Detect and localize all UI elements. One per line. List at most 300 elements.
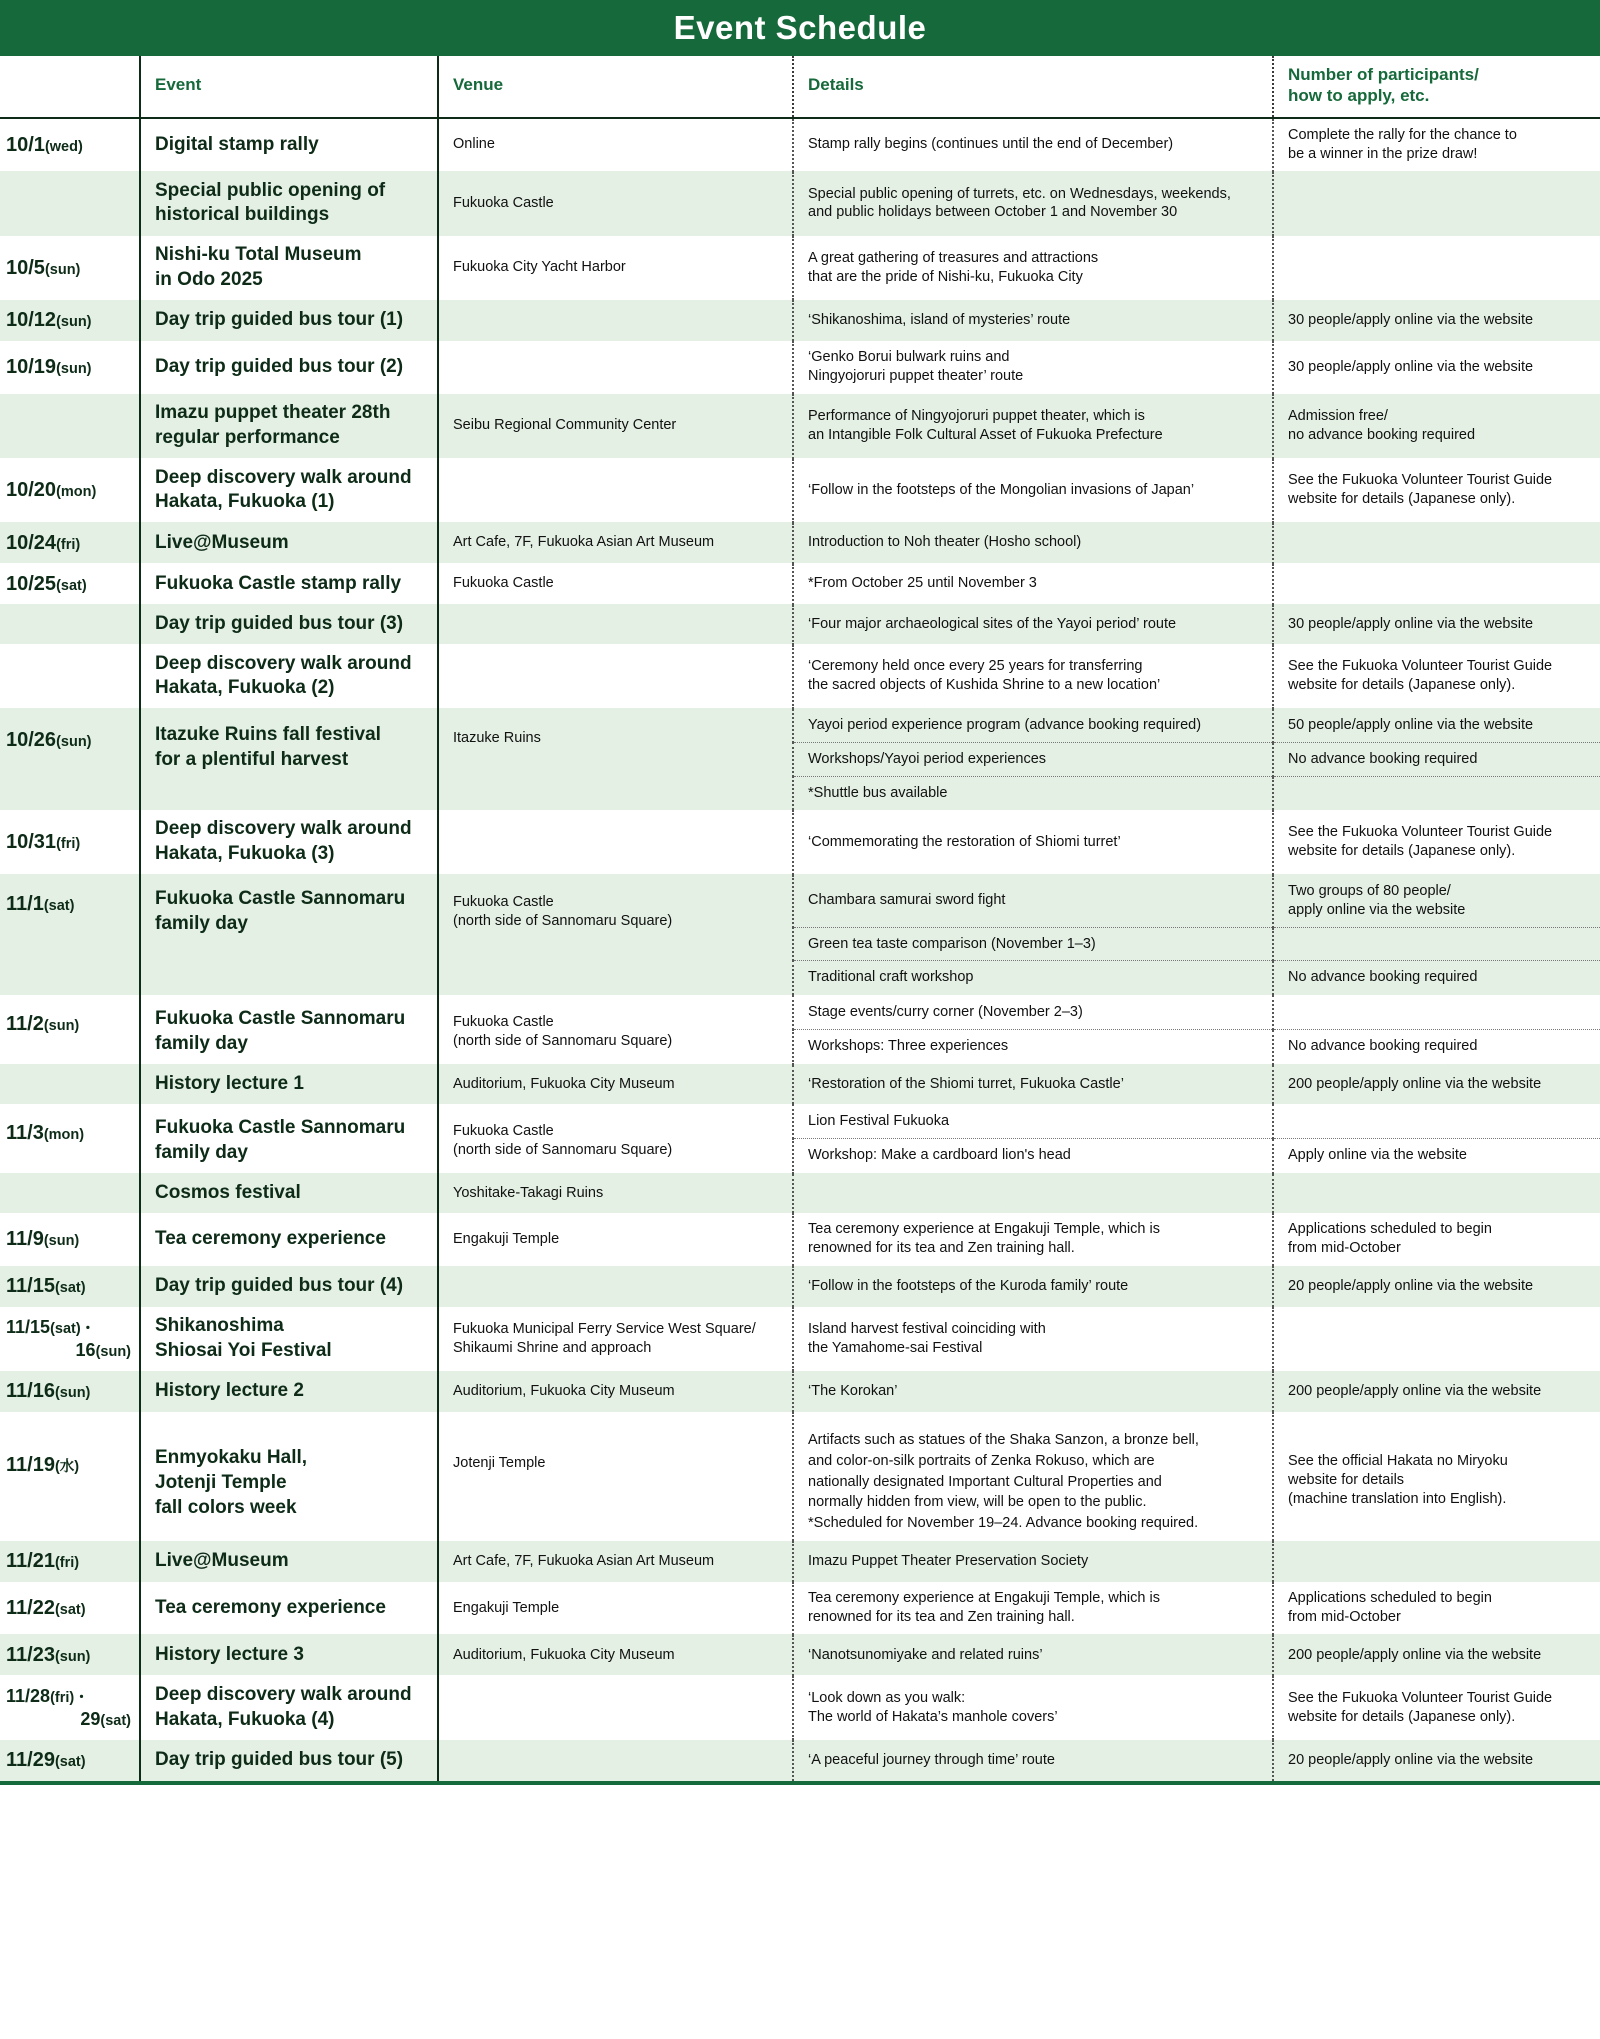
- date-value: 11/23: [6, 1643, 55, 1666]
- table-row: [0, 995, 1600, 1030]
- date-dow: (水): [54, 1459, 80, 1476]
- cell-event: [140, 874, 438, 994]
- event-line2: Shiosai Yoi Festival: [155, 1339, 332, 1361]
- cell-venue: Auditorium, Fukuoka City Museum: [438, 1064, 793, 1104]
- cell-venue: [438, 1740, 793, 1781]
- cell-apply: No advance booking required: [1273, 742, 1600, 776]
- table-row: [0, 1412, 1600, 1541]
- cell-details: [793, 394, 1273, 458]
- details-line1: Special public opening of turrets, etc. on Wednesdays, weekends,: [808, 185, 1231, 202]
- apply-line2: website for details (Japanese only).: [1288, 843, 1516, 860]
- cell-details: Traditional craft workshop: [793, 961, 1273, 995]
- cell-event: [140, 1104, 438, 1173]
- header-row: [0, 56, 1600, 118]
- cell-venue: Fukuoka Castle: [438, 563, 793, 604]
- cell-date: [0, 708, 140, 810]
- details-line4: normally hidden from view, will be open to the public.: [808, 1494, 1147, 1511]
- cell-apply: [1273, 644, 1600, 708]
- table-row: [0, 236, 1600, 300]
- cell-details: *From October 25 until November 3: [793, 563, 1273, 604]
- cell-details: [793, 1213, 1273, 1266]
- cell-date: [0, 236, 140, 300]
- cell-event: [140, 458, 438, 522]
- venue-line2: (north side of Sannomaru Square): [453, 1142, 673, 1159]
- details-line2: The world of Hakata’s manhole covers’: [808, 1708, 1058, 1725]
- details-line1: A great gathering of treasures and attractions: [808, 249, 1099, 266]
- cell-venue: Itazuke Ruins: [438, 708, 793, 810]
- date-dow: (sun): [56, 733, 92, 750]
- cell-event: [140, 394, 438, 458]
- cell-venue: [438, 341, 793, 394]
- cell-venue: [438, 995, 793, 1064]
- column-header-apply: [1273, 56, 1600, 118]
- cell-date: [0, 1371, 140, 1412]
- cell-event: Digital stamp rally: [140, 118, 438, 171]
- cell-venue: Auditorium, Fukuoka City Museum: [438, 1634, 793, 1675]
- cell-details: [793, 171, 1273, 235]
- details-line1: Performance of Ningyojoruri puppet theater, which is: [808, 407, 1145, 424]
- bottom-rule: [0, 1781, 1600, 1785]
- cell-date: [0, 1740, 140, 1781]
- event-line2: regular performance: [155, 426, 340, 448]
- date-value: 10/24: [6, 531, 57, 554]
- date-dow: (sun): [56, 314, 92, 331]
- details-line2: renowned for its tea and Zen training hall.: [808, 1240, 1075, 1257]
- cell-apply: No advance booking required: [1273, 1029, 1600, 1064]
- apply-line1: Two groups of 80 people/: [1288, 882, 1451, 899]
- cell-apply: 200 people/apply online via the website: [1273, 1371, 1600, 1412]
- date-dow: (fri): [56, 536, 81, 553]
- date-dow: (sun): [43, 1018, 80, 1035]
- cell-date: [0, 810, 140, 874]
- details-line1: Artifacts such as statues of the Shaka Sanzon, a bronze bell,: [808, 1432, 1199, 1449]
- cell-apply: Apply online via the website: [1273, 1138, 1600, 1173]
- apply-line2: apply online via the website: [1288, 901, 1466, 918]
- date-dow: (mon): [43, 1127, 85, 1144]
- column-header-event: Event: [140, 56, 438, 118]
- cell-venue: [438, 458, 793, 522]
- table-row: [0, 458, 1600, 522]
- cell-venue: Seibu Regional Community Center: [438, 394, 793, 458]
- details-line2: an Intangible Folk Cultural Asset of Fukuoka Prefecture: [808, 426, 1163, 443]
- date-value-2: 29: [80, 1708, 101, 1729]
- event-line3: fall colors week: [155, 1496, 297, 1518]
- cell-date: [0, 1213, 140, 1266]
- venue-line2: (north side of Sannomaru Square): [453, 1033, 673, 1050]
- cell-apply: [1273, 810, 1600, 874]
- cell-apply: [1273, 118, 1600, 171]
- date-value: 10/26: [6, 728, 57, 751]
- date-dow: (sat): [54, 1602, 86, 1619]
- cell-details: ‘Restoration of the Shiomi turret, Fukuoka Castle’: [793, 1064, 1273, 1104]
- cell-venue: Fukuoka Castle: [438, 171, 793, 235]
- table-row: [0, 118, 1600, 171]
- cell-apply: [1273, 1173, 1600, 1213]
- cell-apply: [1273, 236, 1600, 300]
- cell-event: Live@Museum: [140, 522, 438, 563]
- date-value: 11/29: [6, 1749, 55, 1772]
- date-value: 11/15: [6, 1317, 51, 1338]
- cell-apply: [1273, 522, 1600, 563]
- apply-line2: website for details: [1288, 1472, 1405, 1489]
- cell-details: Workshop: Make a cardboard lion's head: [793, 1138, 1273, 1173]
- cell-date: [0, 644, 140, 708]
- apply-line1: See the Fukuoka Volunteer Tourist Guide: [1288, 472, 1553, 489]
- cell-event: Cosmos festival: [140, 1173, 438, 1213]
- cell-apply: No advance booking required: [1273, 961, 1600, 995]
- details-line2: and public holidays between October 1 and November 30: [808, 204, 1178, 221]
- event-line1: Deep discovery walk around: [155, 1683, 412, 1705]
- date-dow: (fri): [56, 836, 81, 853]
- details-line1: Island harvest festival coinciding with: [808, 1320, 1046, 1337]
- event-line1: Imazu puppet theater 28th: [155, 402, 391, 424]
- cell-venue: [438, 874, 793, 994]
- cell-venue: [438, 1675, 793, 1739]
- cell-date: [0, 1104, 140, 1173]
- apply-line1: Applications scheduled to begin: [1288, 1221, 1492, 1238]
- table-row: [0, 1582, 1600, 1635]
- cell-event: [140, 171, 438, 235]
- table-body: [0, 118, 1600, 1781]
- date-dow: (sun): [54, 1385, 91, 1402]
- cell-venue: [438, 604, 793, 644]
- table-row: [0, 1307, 1600, 1371]
- cell-details: ‘Shikanoshima, island of mysteries’ route: [793, 300, 1273, 341]
- table-row: [0, 300, 1600, 341]
- cell-details: Workshops/Yayoi period experiences: [793, 742, 1273, 776]
- table-row: [0, 341, 1600, 394]
- column-header-venue: Venue: [438, 56, 793, 118]
- date-value: 11/21: [6, 1550, 55, 1573]
- cell-details: Imazu Puppet Theater Preservation Society: [793, 1541, 1273, 1582]
- cell-details: [793, 118, 1273, 171]
- cell-event: Fukuoka Castle stamp rally: [140, 563, 438, 604]
- details-line3: nationally designated Important Cultural Properties and: [808, 1473, 1162, 1490]
- cell-venue: [438, 644, 793, 708]
- apply-line1: Admission free/: [1288, 407, 1388, 424]
- apply-line1: See the Fukuoka Volunteer Tourist Guide: [1288, 1689, 1553, 1706]
- cell-venue: Yoshitake-Takagi Ruins: [438, 1173, 793, 1213]
- cell-apply: [1273, 1582, 1600, 1635]
- date-value: 10/19: [6, 356, 57, 379]
- cell-apply: [1273, 563, 1600, 604]
- details-line1: Tea ceremony experience at Engakuji Temple, which is: [808, 1590, 1160, 1607]
- date-dow-2: (sun): [95, 1343, 131, 1360]
- event-line2: Hakata, Fukuoka (2): [155, 677, 335, 699]
- cell-venue: Engakuji Temple: [438, 1582, 793, 1635]
- cell-details: [793, 644, 1273, 708]
- table-row: [0, 810, 1600, 874]
- cell-details: [793, 1173, 1273, 1213]
- cell-date: [0, 522, 140, 563]
- cell-event: Day trip guided bus tour (5): [140, 1740, 438, 1781]
- cell-venue: Auditorium, Fukuoka City Museum: [438, 1371, 793, 1412]
- cell-apply: [1273, 1675, 1600, 1739]
- apply-line2: website for details (Japanese only).: [1288, 1708, 1516, 1725]
- date-dow-2: (sat): [100, 1712, 131, 1729]
- cell-date: [0, 604, 140, 644]
- cell-date: [0, 1307, 140, 1371]
- apply-header-line1: Number of participants/: [1288, 65, 1479, 85]
- cell-details: Workshops: Three experiences: [793, 1029, 1273, 1064]
- cell-date: [0, 171, 140, 235]
- date-value: 11/3: [6, 1122, 44, 1145]
- details-line1: ‘Genko Borui bulwark ruins and: [808, 349, 1010, 366]
- cell-details: *Shuttle bus available: [793, 776, 1273, 810]
- cell-venue: Online: [438, 118, 793, 171]
- cell-apply: [1273, 776, 1600, 810]
- cell-date: [0, 1582, 140, 1635]
- cell-details: [793, 1307, 1273, 1371]
- date-value: 11/15: [6, 1275, 55, 1298]
- date-value: 11/1: [6, 892, 44, 915]
- cell-details: ‘Commemorating the restoration of Shiomi turret’: [793, 810, 1273, 874]
- cell-venue: [438, 1307, 793, 1371]
- cell-event: [140, 810, 438, 874]
- event-line1: Deep discovery walk around: [155, 652, 412, 674]
- event-line2: historical buildings: [155, 204, 330, 226]
- event-line2: Jotenji Temple: [155, 1472, 287, 1494]
- cell-apply: 20 people/apply online via the website: [1273, 1266, 1600, 1307]
- cell-details: [793, 1582, 1273, 1635]
- cell-venue: Fukuoka City Yacht Harbor: [438, 236, 793, 300]
- cell-details: Introduction to Noh theater (Hosho school): [793, 522, 1273, 563]
- cell-apply: 30 people/apply online via the website: [1273, 341, 1600, 394]
- cell-venue: [438, 1266, 793, 1307]
- date-dow: (wed): [44, 138, 83, 155]
- date-dow: (sun): [56, 361, 92, 378]
- cell-date: [0, 1675, 140, 1739]
- table-row: [0, 1064, 1600, 1104]
- event-line2: for a plentiful harvest: [155, 748, 349, 770]
- cell-venue: Art Cafe, 7F, Fukuoka Asian Art Museum: [438, 522, 793, 563]
- apply-line1: See the Fukuoka Volunteer Tourist Guide: [1288, 824, 1553, 841]
- cell-apply: 20 people/apply online via the website: [1273, 1740, 1600, 1781]
- apply-line1: Applications scheduled to begin: [1288, 1590, 1492, 1607]
- cell-venue: Engakuji Temple: [438, 1213, 793, 1266]
- cell-apply: 200 people/apply online via the website: [1273, 1634, 1600, 1675]
- apply-header-line2: how to apply, etc.: [1288, 85, 1430, 105]
- details-line2: and color-on-silk portraits of Zenka Rokuso, which are: [808, 1452, 1155, 1469]
- date-value: 11/19: [6, 1454, 55, 1477]
- cell-apply: [1273, 995, 1600, 1030]
- date-value: 10/31: [6, 831, 57, 854]
- cell-event: Tea ceremony experience: [140, 1213, 438, 1266]
- cell-venue: [438, 1104, 793, 1173]
- date-dow: (sat): [54, 1754, 86, 1771]
- cell-event: History lecture 1: [140, 1064, 438, 1104]
- cell-details: Lion Festival Fukuoka: [793, 1104, 1273, 1139]
- table-row: [0, 1675, 1600, 1739]
- event-line1: Fukuoka Castle Sannomaru: [155, 1117, 406, 1139]
- date-dow: (mon): [56, 484, 97, 501]
- details-line1: ‘Look down as you walk:: [808, 1689, 966, 1706]
- cell-details: ‘Four major archaeological sites of the Yayoi period’ route: [793, 604, 1273, 644]
- cell-venue: Jotenji Temple: [438, 1412, 793, 1541]
- apply-line2: no advance booking required: [1288, 426, 1476, 443]
- apply-line1: See the Fukuoka Volunteer Tourist Guide: [1288, 658, 1553, 675]
- date-value: 10/20: [6, 479, 57, 502]
- cell-apply: 50 people/apply online via the website: [1273, 708, 1600, 742]
- cell-event: [140, 708, 438, 810]
- cell-details: Stage events/curry corner (November 2–3): [793, 995, 1273, 1030]
- details-line5: *Scheduled for November 19–24. Advance booking required.: [808, 1514, 1199, 1531]
- table-row: [0, 563, 1600, 604]
- cell-details: ‘The Korokan’: [793, 1371, 1273, 1412]
- cell-apply: 30 people/apply online via the website: [1273, 300, 1600, 341]
- cell-apply: [1273, 927, 1600, 961]
- page-title: Event Schedule: [673, 9, 927, 46]
- table-row: [0, 874, 1600, 927]
- cell-event: [140, 1307, 438, 1371]
- date-value: 11/2: [6, 1013, 44, 1036]
- cell-date: [0, 1541, 140, 1582]
- venue-line1: Fukuoka Castle: [453, 1014, 554, 1031]
- details-line2: Ningyojoruri puppet theater’ route: [808, 368, 1024, 385]
- cell-date: [0, 118, 140, 171]
- cell-details: [793, 236, 1273, 300]
- date-value: 10/1: [6, 133, 45, 156]
- table-row: [0, 1173, 1600, 1213]
- cell-event: Live@Museum: [140, 1541, 438, 1582]
- apply-line2: website for details (Japanese only).: [1288, 491, 1516, 508]
- apply-line2: website for details (Japanese only).: [1288, 677, 1516, 694]
- cell-event: [140, 995, 438, 1064]
- details-line1: ‘Ceremony held once every 25 years for transferring: [808, 658, 1143, 675]
- apply-line2: from mid-October: [1288, 1240, 1401, 1257]
- details-line1: Tea ceremony experience at Engakuji Temple, which is: [808, 1221, 1160, 1238]
- date-value: 11/22: [6, 1597, 55, 1620]
- date-value: 10/12: [6, 309, 57, 332]
- venue-line1: Fukuoka Municipal Ferry Service West Square/: [453, 1320, 756, 1337]
- apply-line3: (machine translation into English).: [1288, 1491, 1507, 1508]
- cell-details: [793, 341, 1273, 394]
- cell-date: [0, 1412, 140, 1541]
- cell-apply: [1273, 1412, 1600, 1541]
- table-header: [0, 56, 1600, 118]
- date-value: 11/16: [6, 1380, 55, 1403]
- table-row: [0, 1104, 1600, 1139]
- venue-line1: Fukuoka Castle: [453, 893, 554, 910]
- cell-event: Tea ceremony experience: [140, 1582, 438, 1635]
- event-line2: family day: [155, 1032, 248, 1054]
- cell-date: [0, 300, 140, 341]
- date-dow: (sat)・: [50, 1321, 96, 1338]
- event-line2: family day: [155, 912, 248, 934]
- cell-apply: [1273, 1213, 1600, 1266]
- cell-apply: 200 people/apply online via the website: [1273, 1064, 1600, 1104]
- table-row: [0, 1371, 1600, 1412]
- details-line2: renowned for its tea and Zen training hall.: [808, 1609, 1075, 1626]
- table-row: [0, 604, 1600, 644]
- cell-apply: [1273, 874, 1600, 927]
- cell-details: [793, 1412, 1273, 1541]
- schedule-table: [0, 56, 1600, 1781]
- date-dow: (sat): [54, 1280, 86, 1297]
- event-line1: Deep discovery walk around: [155, 818, 412, 840]
- cell-apply: [1273, 1307, 1600, 1371]
- cell-venue: Art Cafe, 7F, Fukuoka Asian Art Museum: [438, 1541, 793, 1582]
- cell-venue: [438, 300, 793, 341]
- date-dow: (sun): [44, 261, 81, 278]
- table-row: [0, 1634, 1600, 1675]
- event-line2: Hakata, Fukuoka (1): [155, 491, 335, 513]
- apply-line2: from mid-October: [1288, 1609, 1401, 1626]
- cell-details: Chambara samurai sword fight: [793, 874, 1273, 927]
- details-line1: Stamp rally begins (continues until the end of December): [808, 136, 1174, 153]
- cell-details: ‘A peaceful journey through time’ route: [793, 1740, 1273, 1781]
- cell-apply: [1273, 171, 1600, 235]
- date-value: 10/25: [6, 572, 57, 595]
- event-line1: Special public opening of: [155, 179, 386, 201]
- date-value-2: 16: [75, 1339, 96, 1360]
- event-line2: in Odo 2025: [155, 268, 263, 290]
- event-line1: Deep discovery walk around: [155, 466, 412, 488]
- details-line2: that are the pride of Nishi-ku, Fukuoka City: [808, 268, 1083, 285]
- cell-apply: [1273, 1541, 1600, 1582]
- cell-event: [140, 1675, 438, 1739]
- cell-date: [0, 1266, 140, 1307]
- event-line1: Fukuoka Castle Sannomaru: [155, 1008, 406, 1030]
- cell-event: [140, 1412, 438, 1541]
- cell-details: [793, 1675, 1273, 1739]
- venue-line2: Shikaumi Shrine and approach: [453, 1339, 652, 1356]
- cell-date: [0, 458, 140, 522]
- table-row: [0, 1541, 1600, 1582]
- column-header-details: Details: [793, 56, 1273, 118]
- table-row: [0, 1266, 1600, 1307]
- event-line1: Fukuoka Castle Sannomaru: [155, 887, 406, 909]
- cell-date: [0, 341, 140, 394]
- cell-details: Green tea taste comparison (November 1–3): [793, 927, 1273, 961]
- cell-apply: 30 people/apply online via the website: [1273, 604, 1600, 644]
- venue-line2: (north side of Sannomaru Square): [453, 912, 673, 929]
- date-dow: (sun): [54, 1648, 91, 1665]
- cell-event: Day trip guided bus tour (2): [140, 341, 438, 394]
- cell-event: [140, 644, 438, 708]
- event-line1: Nishi-ku Total Museum: [155, 244, 362, 266]
- table-row: [0, 1740, 1600, 1781]
- cell-event: Day trip guided bus tour (3): [140, 604, 438, 644]
- date-dow: (sun): [43, 1233, 80, 1250]
- event-line2: Hakata, Fukuoka (3): [155, 843, 335, 865]
- cell-details: ‘Follow in the footsteps of the Kuroda family’ route: [793, 1266, 1273, 1307]
- table-row: [0, 394, 1600, 458]
- cell-date: [0, 1173, 140, 1213]
- event-line1: Itazuke Ruins fall festival: [155, 723, 381, 745]
- date-value: 11/28: [6, 1686, 51, 1707]
- cell-date: [0, 394, 140, 458]
- date-dow: (sat): [56, 577, 87, 594]
- title-banner: [0, 0, 1600, 56]
- event-line1: Enmyokaku Hall,: [155, 1447, 308, 1469]
- apply-line1: See the official Hakata no Miryoku: [1288, 1453, 1508, 1470]
- date-value: 10/5: [6, 256, 45, 279]
- venue-line1: Fukuoka Castle: [453, 1123, 554, 1140]
- cell-date: [0, 874, 140, 994]
- column-header-date: [0, 56, 140, 118]
- details-line2: the sacred objects of Kushida Shrine to a new location’: [808, 677, 1161, 694]
- apply-line1: Complete the rally for the chance to: [1288, 127, 1517, 143]
- details-line2: the Yamahome-sai Festival: [808, 1339, 983, 1356]
- event-line2: Hakata, Fukuoka (4): [155, 1708, 335, 1730]
- cell-event: Day trip guided bus tour (1): [140, 300, 438, 341]
- table-row: [0, 171, 1600, 235]
- cell-date: [0, 995, 140, 1064]
- cell-details: ‘Follow in the footsteps of the Mongolian invasions of Japan’: [793, 458, 1273, 522]
- cell-apply: [1273, 1104, 1600, 1139]
- event-line1: Shikanoshima: [155, 1315, 284, 1337]
